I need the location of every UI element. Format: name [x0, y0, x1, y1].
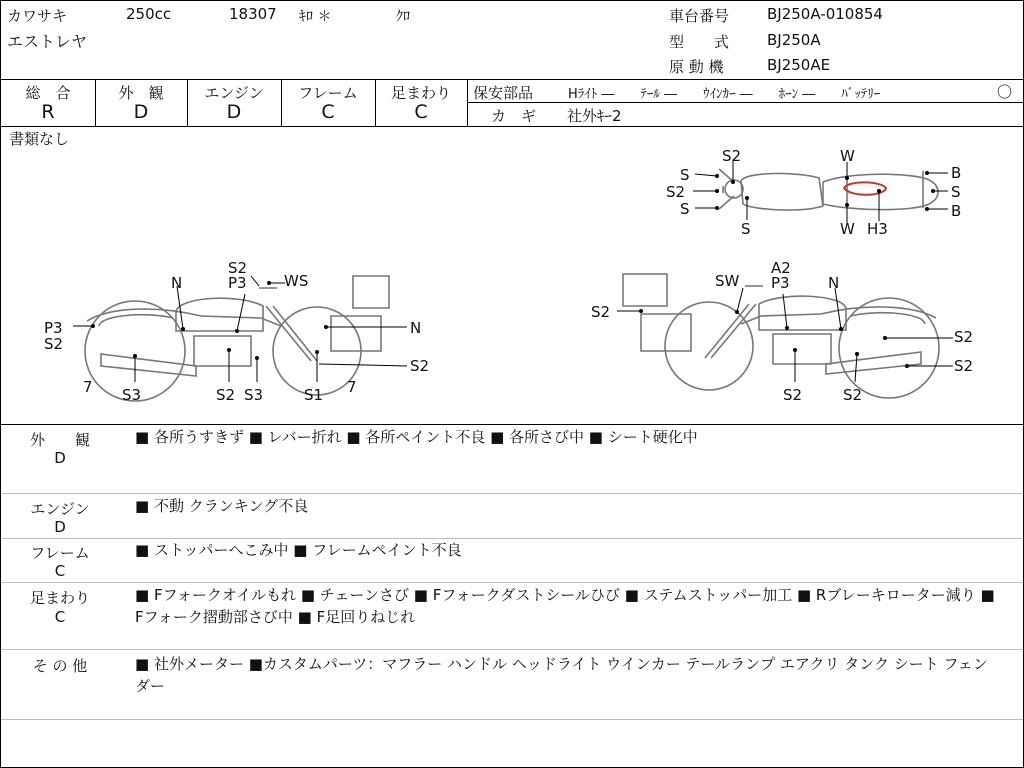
grade-label-exterior: 外 観	[118, 84, 164, 102]
code-label: S2	[44, 335, 64, 353]
code-label: P3	[228, 274, 247, 292]
battery-mark: 〇	[997, 83, 1013, 101]
top-view-outline	[719, 169, 938, 210]
code-label: S1	[304, 386, 324, 404]
code-label: S2	[954, 328, 974, 346]
code-label: S2	[666, 183, 686, 201]
mileage-unit: ｷﾛ ＊	[299, 9, 332, 25]
code-label: S2	[783, 386, 803, 404]
code-label: N	[410, 319, 422, 337]
mileage: 18307	[229, 5, 277, 23]
grade-label-frame: フレーム	[298, 84, 358, 102]
grade-value-frame: C	[321, 101, 335, 123]
note-category-suspension: 足まわり	[29, 589, 90, 607]
damage-outline	[844, 182, 886, 194]
code-label: S2	[722, 147, 742, 165]
body-color: ｸﾛ	[396, 9, 410, 25]
left-view-outline	[85, 276, 389, 401]
note-text-other: ■ 社外メーター ■カスタムパーツ：マフラー ハンドル ヘッドライト ウインカー テールランプ エアクリ タンク シート フェンダー	[135, 655, 988, 695]
divider	[1, 582, 1023, 583]
code-label: S2	[843, 386, 863, 404]
code-label: SW	[715, 272, 740, 290]
note-grade-frame: C	[54, 562, 66, 580]
code-label: S2	[410, 357, 430, 375]
chassis-value: BJ250A-010854	[767, 5, 883, 23]
key-label: カ ギ	[491, 107, 537, 125]
grade-value-suspension: C	[414, 101, 428, 123]
engine-value: BJ250AE	[767, 56, 831, 74]
displacement: 250cc	[126, 5, 172, 23]
code-label: S2	[591, 303, 611, 321]
code-label: S2	[954, 357, 974, 375]
code-label: A2	[771, 259, 791, 277]
engine-label: 原 動 機	[669, 58, 724, 76]
code-label: P3	[44, 319, 63, 337]
maker: カワサキ	[7, 7, 68, 25]
divider	[1, 493, 1023, 494]
code-label: S3	[122, 386, 142, 404]
code-label: S	[741, 220, 751, 238]
chassis-label: 車台番号	[669, 7, 730, 25]
note-category-other: そ の 他	[32, 657, 88, 675]
note-text-frame: ■ ストッパーへこみ中 ■ フレームペイント不良	[135, 541, 462, 559]
grade-label-overall: 総 合	[25, 84, 71, 102]
divider	[1, 424, 1023, 425]
code-label: N	[171, 274, 183, 292]
note-grade-exterior: D	[54, 449, 66, 467]
key-value: 社外ｷｰ2	[567, 107, 622, 125]
code-label: W	[840, 220, 855, 238]
code-label: S	[680, 166, 690, 184]
left-view-dots	[91, 281, 328, 360]
divider	[1, 79, 1023, 80]
code-label: B	[951, 164, 962, 182]
code-label: WS	[284, 272, 309, 290]
note-grade-engine: D	[54, 518, 66, 536]
code-label: 7	[83, 378, 93, 396]
note-category-exterior: 外 観	[29, 431, 90, 449]
note-text-engine: ■ 不動 クランキング不良	[135, 497, 309, 515]
code-label: P3	[771, 274, 790, 292]
code-label: H3	[867, 220, 888, 238]
code-label: B	[951, 202, 962, 220]
grade-value-engine: D	[226, 101, 242, 123]
code-label: S	[951, 183, 961, 201]
note-category-frame: フレーム	[30, 544, 90, 562]
safety-items: Hﾗｲﾄ ― ﾃｰﾙ ― ｳｲﾝｶｰ ― ﾎｰﾝ ― ﾊﾞｯﾃﾘｰ	[568, 87, 881, 102]
safety-label: 保安部品	[473, 84, 534, 102]
grade-label-engine: エンジン	[204, 84, 264, 102]
divider	[1, 649, 1023, 650]
note-grade-suspension: C	[54, 608, 66, 626]
note-text-exterior: ■ 各所うすきず ■ レバー折れ ■ 各所ペイント不良 ■ 各所さび中 ■ シート硬化中	[135, 428, 698, 446]
code-label: S2	[216, 386, 236, 404]
code-label: N	[828, 274, 840, 292]
note-category-engine: エンジン	[30, 500, 90, 518]
code-label: S2	[228, 259, 248, 277]
grade-value-exterior: D	[133, 101, 149, 123]
documents-note: 書類なし	[9, 130, 70, 148]
grade-value-overall: R	[41, 101, 55, 123]
divider	[1, 719, 1023, 720]
model-name: エストレヤ	[7, 32, 88, 51]
code-label: 7	[347, 378, 357, 396]
code-label: W	[840, 147, 855, 165]
divider	[467, 102, 1023, 103]
code-label: S	[680, 200, 690, 218]
grade-label-suspension: 足まわり	[390, 84, 451, 102]
type-value: BJ250A	[767, 31, 821, 49]
right-view-outline	[623, 274, 939, 398]
type-label: 型 式	[669, 33, 730, 51]
code-label: S3	[244, 386, 264, 404]
damage-diagram	[1, 126, 1023, 426]
note-text-suspension: ■ Fフォークオイルもれ ■ チェーンさび ■ Fフォークダストシールひび ■ ステムストッパー加工 ■ Rブレーキローター減り ■ Fフォーク摺動部さび中 ■ F足回りねじれ	[135, 586, 995, 626]
